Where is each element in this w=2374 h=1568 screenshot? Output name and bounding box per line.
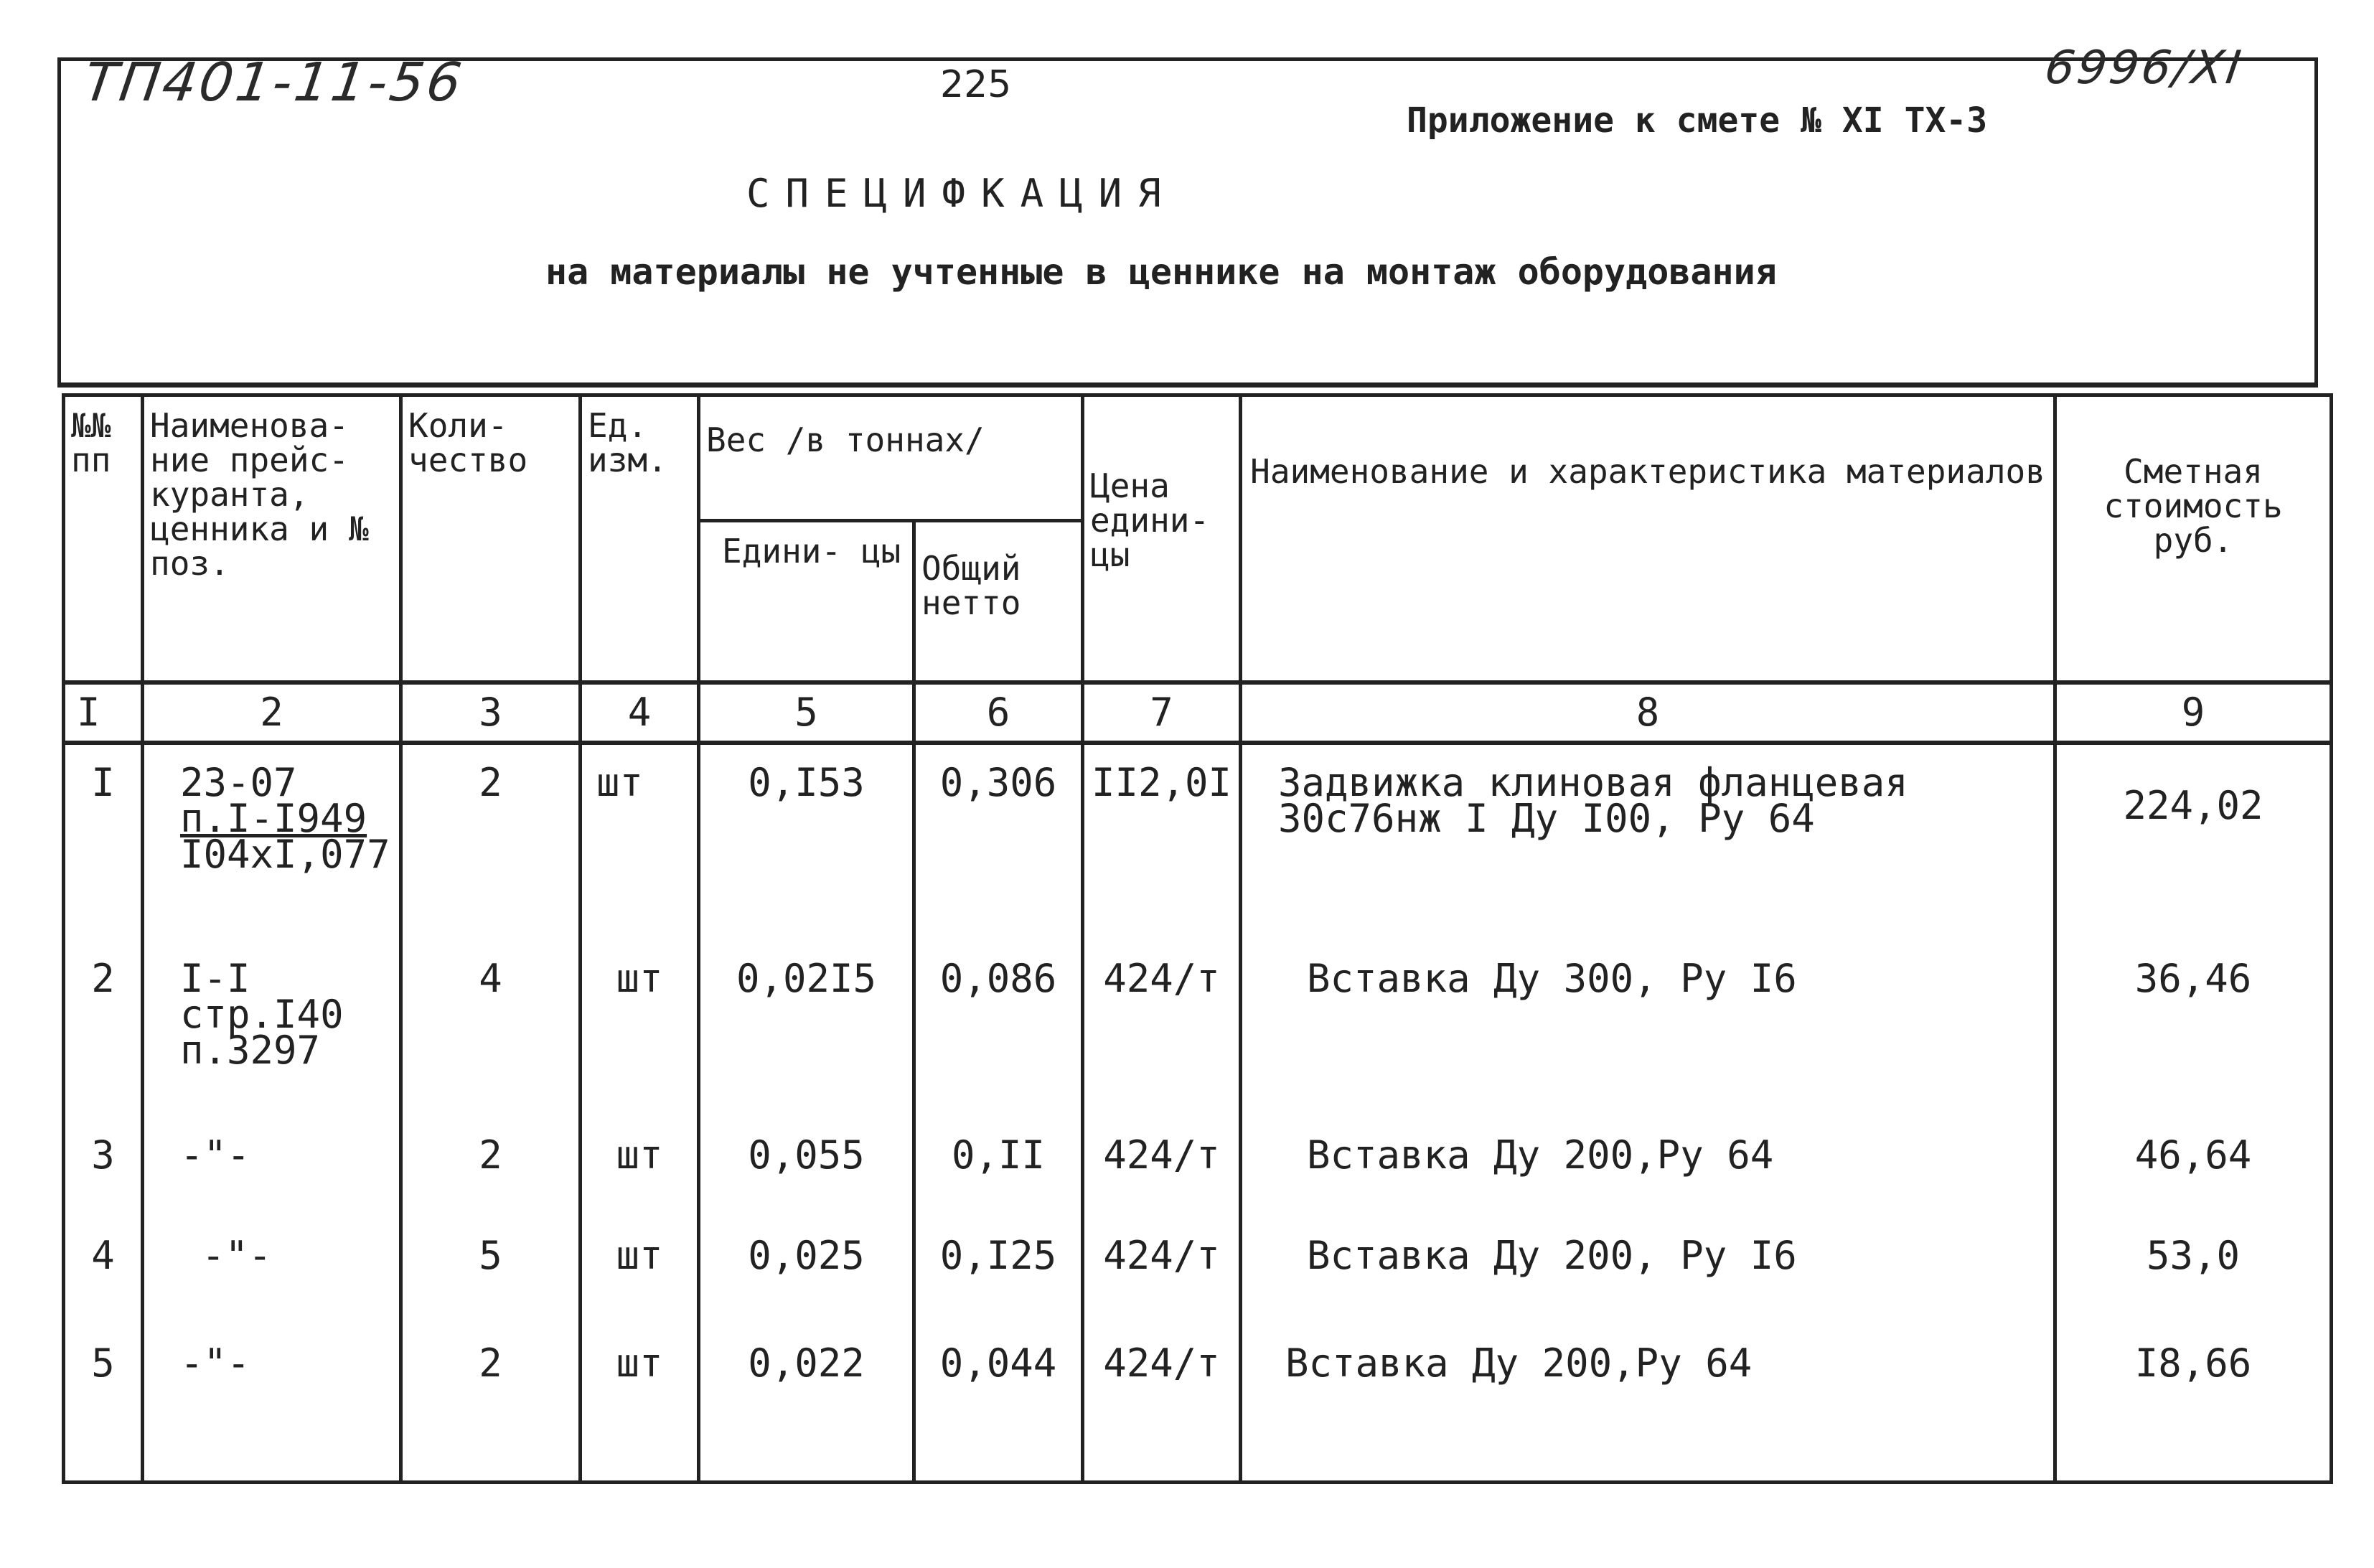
column-number: 5 [699, 682, 914, 743]
row-num: 4 [64, 1218, 143, 1325]
inventory-code: 6996/XI [2041, 42, 2247, 95]
column-number: 8 [1241, 682, 2055, 743]
header-weight: Вес /в тоннах/ [699, 395, 1083, 521]
row-weight-unit: 0,022 [699, 1325, 914, 1483]
header-num: №№ пп [64, 395, 143, 682]
row-material: Вставка Ду 300, Ру I6 [1241, 941, 2055, 1117]
row-qty: 2 [401, 743, 581, 942]
header-unit-price: Цена едини- цы [1083, 395, 1241, 682]
ref-line: стр.I40 [180, 992, 344, 1037]
row-unit: шт [581, 941, 699, 1117]
row-weight-unit: 0,025 [699, 1218, 914, 1325]
ref-line: п.I-I949 [180, 795, 367, 841]
document-code: ТП401-11-56 [80, 52, 468, 113]
row-cost: 36,46 [2055, 941, 2332, 1117]
row-unit: шт [581, 1218, 699, 1325]
ref-line: п.3297 [180, 1028, 321, 1073]
material-line: 30с76нж I Ду I00, Ру 64 [1278, 795, 1815, 841]
row-ref [143, 743, 401, 942]
document-title: СПЕЦИФКАЦИЯ [746, 171, 1177, 216]
table-row [64, 941, 2332, 1117]
row-material: Вставка Ду 200,Ру 64 [1241, 1325, 2055, 1483]
table-row [64, 1117, 2332, 1217]
ref-line: 23-07 [180, 759, 297, 805]
row-num: 3 [64, 1117, 143, 1217]
row-price: 424/т [1083, 1218, 1241, 1325]
ref-line: I04xI,077 [180, 831, 390, 877]
header-weight-unit: Едини- цы [699, 521, 914, 682]
row-weight-total: 0,II [914, 1117, 1083, 1217]
row-weight-unit: 0,055 [699, 1117, 914, 1217]
column-number: I [64, 682, 143, 743]
row-num: 5 [64, 1325, 143, 1483]
row-price: 424/т [1083, 941, 1241, 1117]
column-number-row [64, 682, 2332, 743]
row-num: 2 [64, 941, 143, 1117]
row-ref: -"- [143, 1117, 401, 1217]
row-qty: 2 [401, 1325, 581, 1483]
header-quantity: Коли- чество [401, 395, 581, 682]
row-price: II2,0I [1083, 743, 1241, 942]
row-qty: 4 [401, 941, 581, 1117]
header-weight-total: Общий нетто [914, 521, 1083, 682]
row-weight-unit: 0,02I5 [699, 941, 914, 1117]
column-number: 7 [1083, 682, 1241, 743]
row-ref: -"- [143, 1325, 401, 1483]
row-weight-total: 0,I25 [914, 1218, 1083, 1325]
row-unit: шт [581, 743, 699, 942]
row-cost: 224,02 [2055, 743, 2332, 942]
row-num: I [64, 743, 143, 942]
page-number: 225 [940, 63, 1012, 106]
header-unit: Ед. изм. [581, 395, 699, 682]
column-number: 9 [2055, 682, 2332, 743]
table-row [64, 1325, 2332, 1483]
row-weight-total: 0,044 [914, 1325, 1083, 1483]
row-ref [143, 941, 401, 1117]
material-line: Задвижка клиновая фланцевая [1278, 759, 1908, 805]
appendix-label: Приложение к смете № XI ТХ-3 [1407, 100, 1988, 141]
row-ref: -"- [143, 1218, 401, 1325]
row-material [1241, 743, 2055, 942]
row-cost: 46,64 [2055, 1117, 2332, 1217]
column-number: 4 [581, 682, 699, 743]
row-material: Вставка Ду 200, Ру I6 [1241, 1218, 2055, 1325]
row-price: 424/т [1083, 1325, 1241, 1483]
table-row [64, 743, 2332, 942]
specification-table [62, 393, 2333, 1484]
header-cost: Сметная стоимость руб. [2055, 395, 2332, 682]
ref-line: I-I [180, 956, 250, 1001]
row-qty: 5 [401, 1218, 581, 1325]
row-weight-unit: 0,I53 [699, 743, 914, 942]
header-material: Наименование и характеристика материалов [1241, 395, 2055, 682]
header-pricelist: Наименова- ние прейс- куранта, ценника и № поз. [143, 395, 401, 682]
row-unit: шт [581, 1117, 699, 1217]
column-number: 3 [401, 682, 581, 743]
row-weight-total: 0,086 [914, 941, 1083, 1117]
row-unit: шт [581, 1325, 699, 1483]
row-price: 424/т [1083, 1117, 1241, 1217]
row-qty: 2 [401, 1117, 581, 1217]
column-number: 2 [143, 682, 401, 743]
column-number: 6 [914, 682, 1083, 743]
row-cost: 53,0 [2055, 1218, 2332, 1325]
table-row [64, 1218, 2332, 1325]
row-cost: I8,66 [2055, 1325, 2332, 1483]
row-weight-total: 0,306 [914, 743, 1083, 942]
document-subtitle: на материалы не учтенные в ценнике на монтаж оборудования [545, 251, 1777, 293]
row-material: Вставка Ду 200,Ру 64 [1241, 1117, 2055, 1217]
